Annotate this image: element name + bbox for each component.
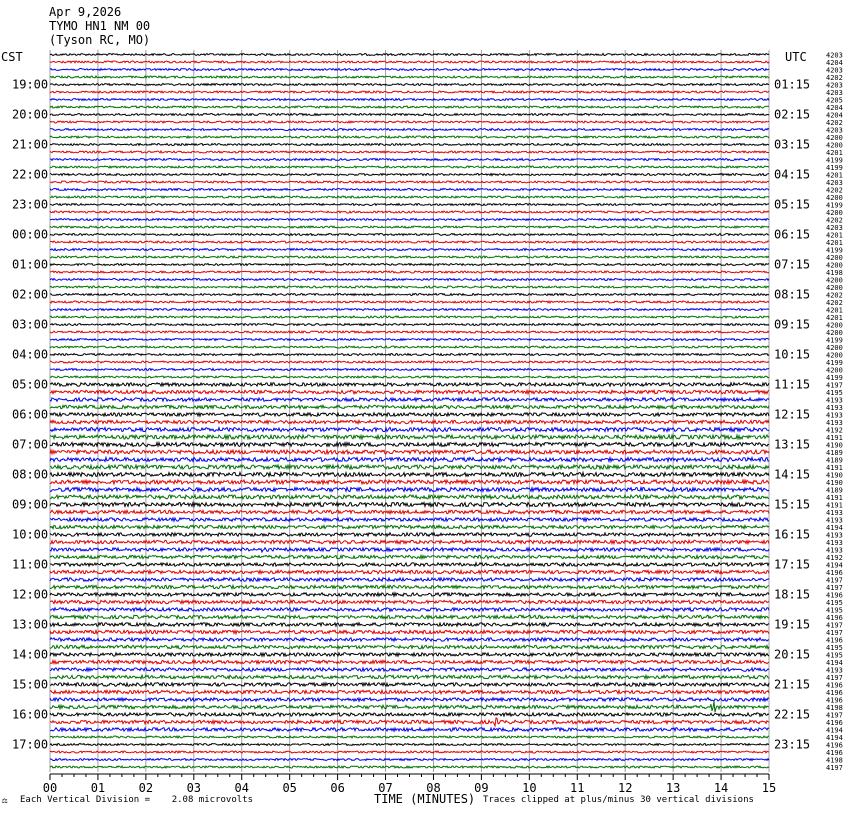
trace-value-label: 4200 bbox=[826, 141, 843, 150]
trace-line bbox=[50, 54, 769, 56]
trace-line bbox=[50, 736, 769, 738]
trace-line bbox=[50, 578, 769, 581]
trace-value-label: 4195 bbox=[826, 389, 843, 397]
trace-value-label: 4196 bbox=[826, 681, 843, 690]
utc-time-label: 02:15 bbox=[774, 107, 811, 122]
trace-value-label: 4200 bbox=[826, 194, 843, 202]
x-tick-label: 14 bbox=[713, 781, 729, 795]
trace-value-label: 4191 bbox=[826, 434, 843, 442]
trace-value-label: 4196 bbox=[826, 636, 843, 645]
trace-value-label: 4202 bbox=[826, 74, 843, 82]
trace-line bbox=[50, 339, 769, 341]
cst-time-label: 01:00 bbox=[12, 257, 49, 272]
trace-value-label: 4197 bbox=[826, 584, 843, 592]
trace-value-label: 4194 bbox=[826, 524, 843, 532]
trace-value-label: 4203 bbox=[826, 81, 843, 90]
trace-line bbox=[50, 219, 769, 221]
trace-line bbox=[50, 204, 769, 206]
trace-line bbox=[50, 623, 769, 626]
trace-value-label: 4193 bbox=[826, 419, 843, 427]
cst-time-label: 19:00 bbox=[12, 77, 49, 92]
trace-value-label: 4190 bbox=[826, 479, 843, 487]
x-tick-label: 13 bbox=[665, 781, 681, 795]
x-tick-label: 09 bbox=[474, 781, 489, 795]
trace-line bbox=[50, 503, 769, 507]
utc-time-label: 18:15 bbox=[774, 587, 811, 602]
trace-value-label: 4193 bbox=[826, 516, 843, 525]
trace-value-label: 4191 bbox=[826, 501, 843, 510]
trace-line bbox=[50, 189, 769, 191]
trace-value-label: 4205 bbox=[826, 96, 843, 105]
cst-time-label: 07:00 bbox=[12, 437, 49, 452]
trace-line bbox=[50, 136, 769, 138]
trace-value-label: 4200 bbox=[826, 284, 843, 292]
utc-time-label: 01:15 bbox=[774, 77, 811, 92]
trace-value-label: 4195 bbox=[826, 644, 843, 652]
trace-line bbox=[50, 600, 769, 603]
cst-time-label: 17:00 bbox=[12, 737, 49, 752]
header-date: Apr 9,2026 bbox=[49, 5, 122, 19]
utc-time-label: 10:15 bbox=[774, 347, 811, 362]
trace-line bbox=[50, 361, 769, 363]
trace-line bbox=[50, 675, 769, 678]
trace-line bbox=[50, 744, 769, 746]
utc-label: UTC bbox=[785, 50, 807, 64]
trace-line bbox=[50, 728, 769, 731]
trace-line bbox=[50, 234, 769, 236]
trace-line bbox=[50, 420, 769, 423]
trace-value-label: 4199 bbox=[826, 336, 843, 345]
trace-value-label: 4193 bbox=[826, 396, 843, 405]
x-axis-label: TIME (MINUTES) bbox=[374, 792, 476, 806]
trace-line bbox=[50, 450, 769, 454]
trace-value-label: 4200 bbox=[826, 276, 843, 285]
trace-line bbox=[50, 668, 769, 671]
trace-value-label: 4201 bbox=[826, 171, 843, 180]
x-tick-label: 01 bbox=[90, 781, 106, 795]
trace-line bbox=[50, 144, 769, 146]
trace-line bbox=[50, 458, 769, 462]
trace-line bbox=[50, 615, 769, 618]
trace-line bbox=[50, 301, 769, 303]
trace-value-label: 4201 bbox=[826, 231, 843, 240]
trace-value-label: 4203 bbox=[826, 126, 843, 135]
trace-line bbox=[50, 518, 769, 521]
trace-value-label: 4197 bbox=[826, 621, 843, 630]
cst-time-label: 02:00 bbox=[12, 287, 49, 302]
trace-line bbox=[50, 114, 769, 116]
trace-line bbox=[50, 645, 769, 648]
trace-line bbox=[50, 428, 769, 432]
trace-value-label: 4189 bbox=[826, 486, 843, 495]
trace-value-label: 4195 bbox=[826, 606, 843, 615]
cst-time-label: 09:00 bbox=[12, 497, 49, 512]
trace-line bbox=[50, 660, 769, 663]
trace-value-label: 4202 bbox=[826, 299, 843, 307]
cst-time-label: 13:00 bbox=[12, 617, 49, 632]
cst-time-label: 14:00 bbox=[12, 647, 49, 662]
trace-line bbox=[50, 563, 769, 566]
trace-value-label: 4194 bbox=[826, 561, 843, 570]
x-tick-label: 06 bbox=[330, 781, 345, 795]
trace-value-label: 4192 bbox=[826, 554, 843, 562]
utc-time-label: 23:15 bbox=[774, 737, 811, 752]
trace-value-label: 4199 bbox=[826, 374, 843, 382]
trace-line bbox=[50, 435, 769, 439]
utc-time-label: 19:15 bbox=[774, 617, 811, 632]
trace-line bbox=[50, 390, 769, 393]
trace-value-label: 4200 bbox=[826, 134, 843, 142]
trace-value-label: 4196 bbox=[826, 614, 843, 622]
trace-value-label: 4200 bbox=[826, 366, 843, 375]
trace-value-label: 4200 bbox=[826, 254, 843, 262]
trace-line bbox=[50, 405, 769, 408]
trace-line bbox=[50, 608, 769, 611]
trace-line bbox=[50, 630, 769, 633]
trace-line bbox=[50, 76, 769, 78]
trace-line bbox=[50, 413, 769, 416]
trace-value-label: 4203 bbox=[826, 179, 843, 187]
trace-value-label: 4194 bbox=[826, 726, 843, 735]
trace-value-label: 4196 bbox=[826, 689, 843, 697]
trace-value-label: 4204 bbox=[826, 104, 843, 112]
cst-time-label: 15:00 bbox=[12, 677, 49, 692]
trace-value-label: 4202 bbox=[826, 119, 843, 127]
utc-time-label: 07:15 bbox=[774, 257, 811, 272]
trace-value-label: 4197 bbox=[826, 674, 843, 682]
trace-value-label: 4200 bbox=[826, 329, 843, 337]
trace-line bbox=[50, 181, 769, 183]
cst-time-label: 12:00 bbox=[12, 587, 49, 602]
header-location: (Tyson RC, MO) bbox=[49, 33, 151, 47]
x-tick-label: 12 bbox=[617, 781, 633, 795]
trace-value-label: 4198 bbox=[826, 269, 843, 277]
x-tick-label: 07 bbox=[378, 781, 393, 795]
cst-time-label: 10:00 bbox=[12, 527, 49, 542]
header-station: TYMO HN1 NM 00 bbox=[49, 19, 151, 33]
trace-line bbox=[50, 585, 769, 588]
cst-time-label: 20:00 bbox=[12, 107, 49, 122]
x-tick-label: 02 bbox=[138, 781, 154, 795]
trace-line bbox=[50, 121, 769, 123]
trace-line bbox=[50, 533, 769, 536]
trace-value-label: 4202 bbox=[826, 216, 843, 225]
trace-line bbox=[50, 593, 769, 596]
utc-time-label: 09:15 bbox=[774, 317, 811, 332]
trace-value-label: 4195 bbox=[826, 599, 843, 607]
trace-value-label: 4204 bbox=[826, 111, 843, 120]
trace-line bbox=[50, 174, 769, 176]
x-tick-label: 05 bbox=[282, 781, 297, 795]
trace-line bbox=[50, 480, 769, 484]
utc-time-label: 22:15 bbox=[774, 707, 811, 722]
trace-value-label: 4203 bbox=[826, 89, 843, 97]
trace-value-label: 4194 bbox=[826, 659, 843, 667]
trace-line bbox=[50, 759, 769, 761]
trace-value-label: 4201 bbox=[826, 306, 843, 315]
trace-value-label: 4191 bbox=[826, 464, 843, 472]
trace-line bbox=[50, 106, 769, 108]
trace-value-label: 4195 bbox=[826, 651, 843, 660]
x-tick-label: 08 bbox=[426, 781, 441, 795]
cst-time-label: 04:00 bbox=[12, 347, 49, 362]
trace-value-label: 4199 bbox=[826, 201, 843, 210]
trace-value-label: 4196 bbox=[826, 749, 843, 757]
cst-label: CST bbox=[1, 50, 23, 64]
utc-time-label: 13:15 bbox=[774, 437, 811, 452]
trace-line bbox=[50, 525, 769, 528]
trace-line bbox=[50, 443, 769, 447]
trace-line bbox=[50, 264, 769, 266]
trace-line bbox=[50, 211, 769, 213]
trace-line bbox=[50, 510, 769, 513]
trace-line bbox=[50, 548, 769, 552]
trace-line bbox=[50, 701, 769, 712]
trace-line bbox=[50, 495, 769, 499]
trace-value-label: 4196 bbox=[826, 741, 843, 750]
cst-time-label: 05:00 bbox=[12, 377, 49, 392]
utc-time-label: 14:15 bbox=[774, 467, 811, 482]
trace-line bbox=[50, 540, 769, 543]
cst-time-label: 22:00 bbox=[12, 167, 49, 182]
trace-line bbox=[50, 69, 769, 71]
trace-value-label: 4201 bbox=[826, 149, 843, 157]
trace-line bbox=[50, 473, 769, 477]
cst-time-label: 06:00 bbox=[12, 407, 49, 422]
trace-value-label: 4192 bbox=[826, 426, 843, 435]
trace-line bbox=[50, 129, 769, 131]
trace-line bbox=[50, 324, 769, 326]
trace-line bbox=[50, 91, 769, 93]
trace-value-label: 4196 bbox=[826, 719, 843, 727]
x-tick-label: 00 bbox=[42, 781, 58, 795]
trace-value-label: 4189 bbox=[826, 456, 843, 465]
trace-value-label: 4202 bbox=[826, 186, 843, 195]
trace-value-label: 4193 bbox=[826, 539, 843, 547]
trace-line bbox=[50, 555, 769, 558]
trace-value-label: 4196 bbox=[826, 696, 843, 705]
trace-line bbox=[50, 331, 769, 333]
cst-time-label: 21:00 bbox=[12, 137, 49, 152]
trace-line bbox=[50, 151, 769, 153]
trace-value-label: 4197 bbox=[826, 381, 843, 390]
trace-value-label: 4189 bbox=[826, 449, 843, 457]
trace-value-label: 4203 bbox=[826, 66, 843, 75]
trace-value-label: 4200 bbox=[826, 321, 843, 330]
trace-line bbox=[50, 698, 769, 701]
trace-value-label: 4197 bbox=[826, 576, 843, 585]
trace-line bbox=[50, 369, 769, 371]
x-tick-label: 03 bbox=[186, 781, 202, 795]
trace-line bbox=[50, 84, 769, 86]
utc-time-label: 12:15 bbox=[774, 407, 811, 422]
cst-time-label: 03:00 bbox=[12, 317, 49, 332]
trace-line bbox=[50, 346, 769, 348]
trace-line bbox=[50, 309, 769, 311]
trace-value-label: 4203 bbox=[826, 51, 843, 60]
trace-line bbox=[50, 398, 769, 401]
trace-line bbox=[50, 376, 769, 378]
trace-line bbox=[50, 354, 769, 356]
trace-line bbox=[50, 256, 769, 258]
trace-value-label: 4197 bbox=[826, 711, 843, 720]
trace-line bbox=[50, 751, 769, 753]
trace-value-label: 4190 bbox=[826, 471, 843, 480]
trace-value-label: 4197 bbox=[826, 629, 843, 637]
trace-value-label: 4204 bbox=[826, 59, 843, 67]
trace-value-label: 4196 bbox=[826, 591, 843, 600]
trace-line bbox=[50, 570, 769, 573]
x-tick-label: 15 bbox=[761, 781, 777, 795]
utc-time-label: 15:15 bbox=[774, 497, 811, 512]
utc-time-label: 08:15 bbox=[774, 287, 811, 302]
utc-time-label: 17:15 bbox=[774, 557, 811, 572]
trace-line bbox=[50, 713, 769, 716]
trace-value-label: 4193 bbox=[826, 546, 843, 555]
trace-value-label: 4194 bbox=[826, 734, 843, 742]
trace-line bbox=[50, 241, 769, 243]
trace-value-label: 4196 bbox=[826, 569, 843, 577]
trace-value-label: 4201 bbox=[826, 239, 843, 247]
trace-value-label: 4203 bbox=[826, 224, 843, 232]
utc-time-label: 21:15 bbox=[774, 677, 811, 692]
corner-mark: ⚖ bbox=[2, 796, 8, 806]
trace-line bbox=[50, 638, 769, 641]
trace-line bbox=[50, 249, 769, 251]
utc-time-label: 05:15 bbox=[774, 197, 811, 212]
x-tick-label: 04 bbox=[234, 781, 249, 795]
scale-note: Each Vertical Division = 2.08 microvolts bbox=[20, 795, 253, 805]
trace-line bbox=[50, 653, 769, 656]
trace-value-label: 4199 bbox=[826, 246, 843, 255]
trace-value-label: 4199 bbox=[826, 359, 843, 367]
trace-value-label: 4201 bbox=[826, 314, 843, 322]
utc-time-label: 04:15 bbox=[774, 167, 811, 182]
trace-line bbox=[50, 690, 769, 693]
utc-time-label: 16:15 bbox=[774, 527, 811, 542]
trace-line bbox=[50, 226, 769, 228]
trace-value-label: 4193 bbox=[826, 509, 843, 517]
trace-line bbox=[50, 488, 769, 492]
trace-value-label: 4193 bbox=[826, 404, 843, 412]
trace-line bbox=[50, 718, 769, 726]
trace-line bbox=[50, 465, 769, 469]
trace-line bbox=[50, 683, 769, 686]
cst-time-label: 00:00 bbox=[12, 227, 49, 242]
utc-time-label: 03:15 bbox=[774, 137, 811, 152]
trace-value-label: 4200 bbox=[826, 351, 843, 360]
trace-line bbox=[50, 99, 769, 101]
trace-value-label: 4193 bbox=[826, 666, 843, 675]
cst-time-label: 11:00 bbox=[12, 557, 49, 572]
trace-value-label: 4202 bbox=[826, 291, 843, 300]
trace-line bbox=[50, 196, 769, 198]
trace-line bbox=[50, 61, 769, 63]
trace-value-label: 4193 bbox=[826, 411, 843, 420]
trace-value-label: 4200 bbox=[826, 209, 843, 217]
utc-time-label: 20:15 bbox=[774, 647, 811, 662]
trace-value-label: 4191 bbox=[826, 494, 843, 502]
utc-time-label: 06:15 bbox=[774, 227, 811, 242]
trace-value-label: 4200 bbox=[826, 344, 843, 352]
cst-time-label: 08:00 bbox=[12, 467, 49, 482]
trace-line bbox=[50, 383, 769, 387]
trace-line bbox=[50, 766, 769, 768]
trace-value-label: 4200 bbox=[826, 261, 843, 270]
trace-value-label: 4199 bbox=[826, 164, 843, 172]
trace-value-label: 4193 bbox=[826, 531, 843, 540]
trace-line bbox=[50, 159, 769, 161]
trace-line bbox=[50, 279, 769, 281]
trace-line bbox=[50, 294, 769, 296]
cst-time-label: 23:00 bbox=[12, 197, 49, 212]
trace-value-label: 4190 bbox=[826, 441, 843, 450]
trace-line bbox=[50, 271, 769, 273]
cst-time-label: 16:00 bbox=[12, 707, 49, 722]
trace-value-label: 4197 bbox=[826, 764, 843, 772]
trace-line bbox=[50, 166, 769, 168]
clip-note: Traces clipped at plus/minus 30 vertical divisions bbox=[483, 795, 754, 805]
trace-line bbox=[50, 316, 769, 318]
trace-value-label: 4198 bbox=[826, 704, 843, 712]
trace-value-label: 4199 bbox=[826, 156, 843, 165]
x-tick-label: 11 bbox=[570, 781, 585, 795]
utc-time-label: 11:15 bbox=[774, 377, 811, 392]
trace-line bbox=[50, 286, 769, 288]
trace-value-label: 4198 bbox=[826, 756, 843, 765]
x-tick-label: 10 bbox=[522, 781, 537, 795]
